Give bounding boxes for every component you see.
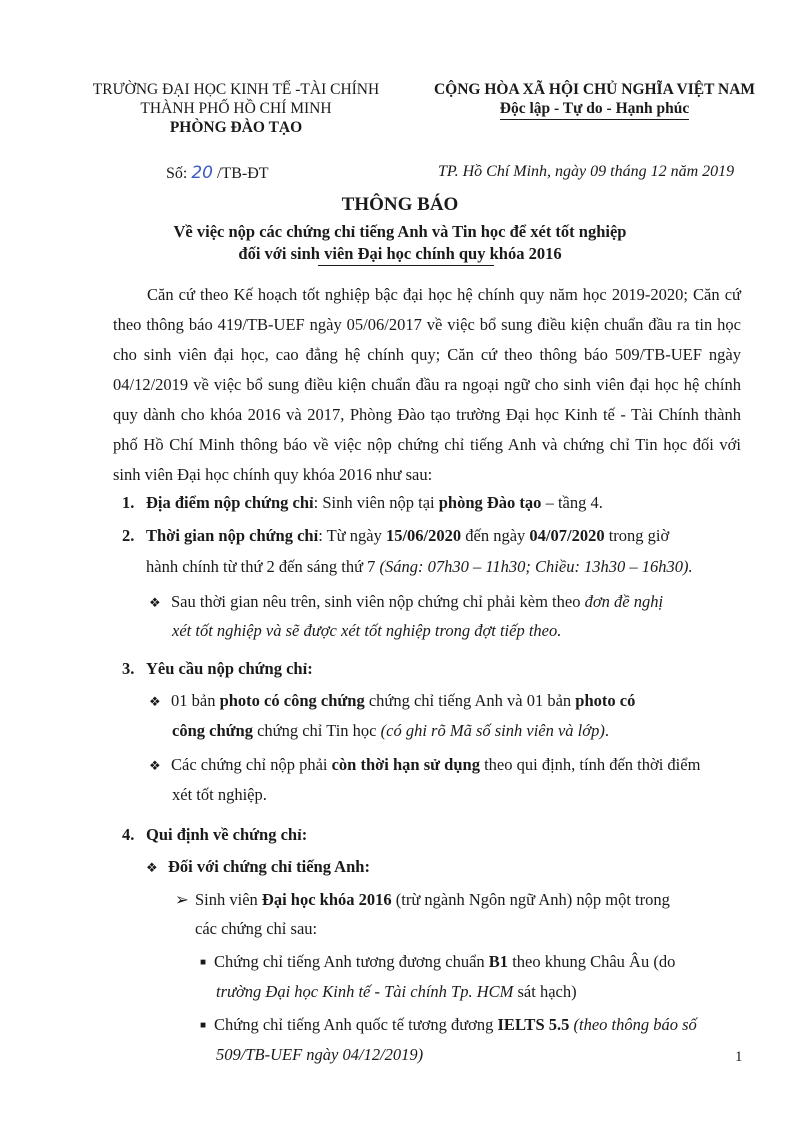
item-3-bullet-1-line-2: công chứng chứng chỉ Tin học (có ghi rõ Mã số sinh viên và lớp). [172,721,609,740]
item-4-arrow-line-2: các chứng chỉ sau: [195,919,318,938]
item-4-sub: ❖ Đối với chứng chỉ tiếng Anh: [146,852,746,883]
item-2: 2. Thời gian nộp chứng chỉ: Từ ngày 15/06/2020 đến ngày 04/07/2020 trong giờ [122,526,670,545]
issuer-department: PHÒNG ĐÀO TẠO [169,119,303,136]
arrow-bullet-icon: ➢ [175,890,189,909]
item-1: 1. Địa điểm nộp chứng chỉ: Sinh viên nộp tại phòng Đào tạo – tầng 4. [122,493,603,512]
document-title: THÔNG BÁO [341,194,459,215]
square-bullet-icon: ■ [200,1020,207,1031]
item-3-bullet-2: ❖ Các chứng chỉ nộp phải còn thời hạn sử dụng theo qui định, tính đến thời điểm [149,750,749,781]
diamond-bullet-icon: ❖ [149,758,161,773]
item-3: 3. Yêu cầu nộp chứng chỉ: [122,659,313,678]
item-3-bullet-1: ❖ 01 bản photo có công chứng chứng chỉ tiếng Anh và 01 bản photo có [149,686,749,717]
handwritten-number: 20 [191,163,213,183]
item-4: 4. Qui định về chứng chỉ: [122,825,308,844]
cert-b1: ■ Chứng chỉ tiếng Anh tương đương chuẩn B1 theo khung Châu Âu (do [200,947,750,978]
item-2-note-line-2: xét tốt nghiệp và sẽ được xét tốt nghiệp trong đợt tiếp theo. [172,621,562,640]
diamond-bullet-icon: ❖ [149,595,161,610]
cert-ielts-line-2: 509/TB-UEF ngày 04/12/2019) [216,1045,424,1064]
item-2-line-2: hành chính từ thứ 2 đến sáng thứ 7 (Sáng: 07h30 – 11h30; Chiều: 13h30 – 16h30). [146,557,693,576]
diamond-bullet-icon: ❖ [146,860,158,875]
issuer-block [86,80,386,137]
document-number: Số: 20 /TB-ĐT [166,163,269,183]
country-name: CỘNG HÒA XÃ HỘI CHỦ NGHĨA VIỆT NAM [433,81,756,98]
cert-ielts: ■ Chứng chỉ tiếng Anh quốc tế tương đương IELTS 5.5 (theo thông báo số [200,1010,750,1041]
document-date: TP. Hồ Chí Minh, ngày 09 tháng 12 năm 2019 [438,163,735,180]
cert-b1-line-2: trường Đại học Kinh tế - Tài chính Tp. HCM sát hạch) [216,982,577,1001]
item-2-note: ❖ Sau thời gian nêu trên, sinh viên nộp chứng chỉ phải kèm theo đơn đề nghị [149,587,749,618]
page-number: 1 [735,1049,743,1065]
national-header [412,80,777,120]
national-motto: Độc lập - Tự do - Hạnh phúc [500,99,689,120]
square-bullet-icon: ■ [200,957,207,968]
issuer-university: TRƯỜNG ĐẠI HỌC KINH TẾ -TÀI CHÍNH [92,81,380,98]
title-underline [318,265,494,266]
diamond-bullet-icon: ❖ [149,694,161,709]
item-4-arrow-line-1: ➢ Sinh viên Đại học khóa 2016 (trừ ngành Ngôn ngữ Anh) nộp một trong [175,885,745,915]
item-3-bullet-2-line-2: xét tốt nghiệp. [172,785,267,804]
issuer-city: THÀNH PHỐ HỒ CHÍ MINH [140,100,332,117]
intro-paragraph: Căn cứ theo Kế hoạch tốt nghiệp bậc đại học hệ chính quy năm học 2019-2020; Căn cứ theo thông báo 419/TB-UEF ngày 05/06/2017 về việc bổ sung điều kiện chuẩn đầu ra tin học cho sinh viên đại học, cao đẳng hệ chính quy; Căn cứ theo thông báo 509/TB-UEF ngày 04/12/2019 về việc bổ sung điều kiện chuẩn đầu ra ngoại ngữ cho sinh viên đại học hệ chính quy dành cho khóa 2016 và 2017, Phòng Đào tạo trường Đại học Kinh tế - Tài Chính thành phố Hồ Chí Minh thông báo về việc nộp chứng chỉ tiếng Anh và chứng chỉ Tin học đối với sinh viên Đại học chính quy khóa 2016 như sau: [113,285,741,484]
document-subtitle: Về việc nộp các chứng chỉ tiếng Anh và Tin học để xét tốt nghiệp đối với sinh viên Đại học chính quy khóa 2016 [173,222,627,263]
